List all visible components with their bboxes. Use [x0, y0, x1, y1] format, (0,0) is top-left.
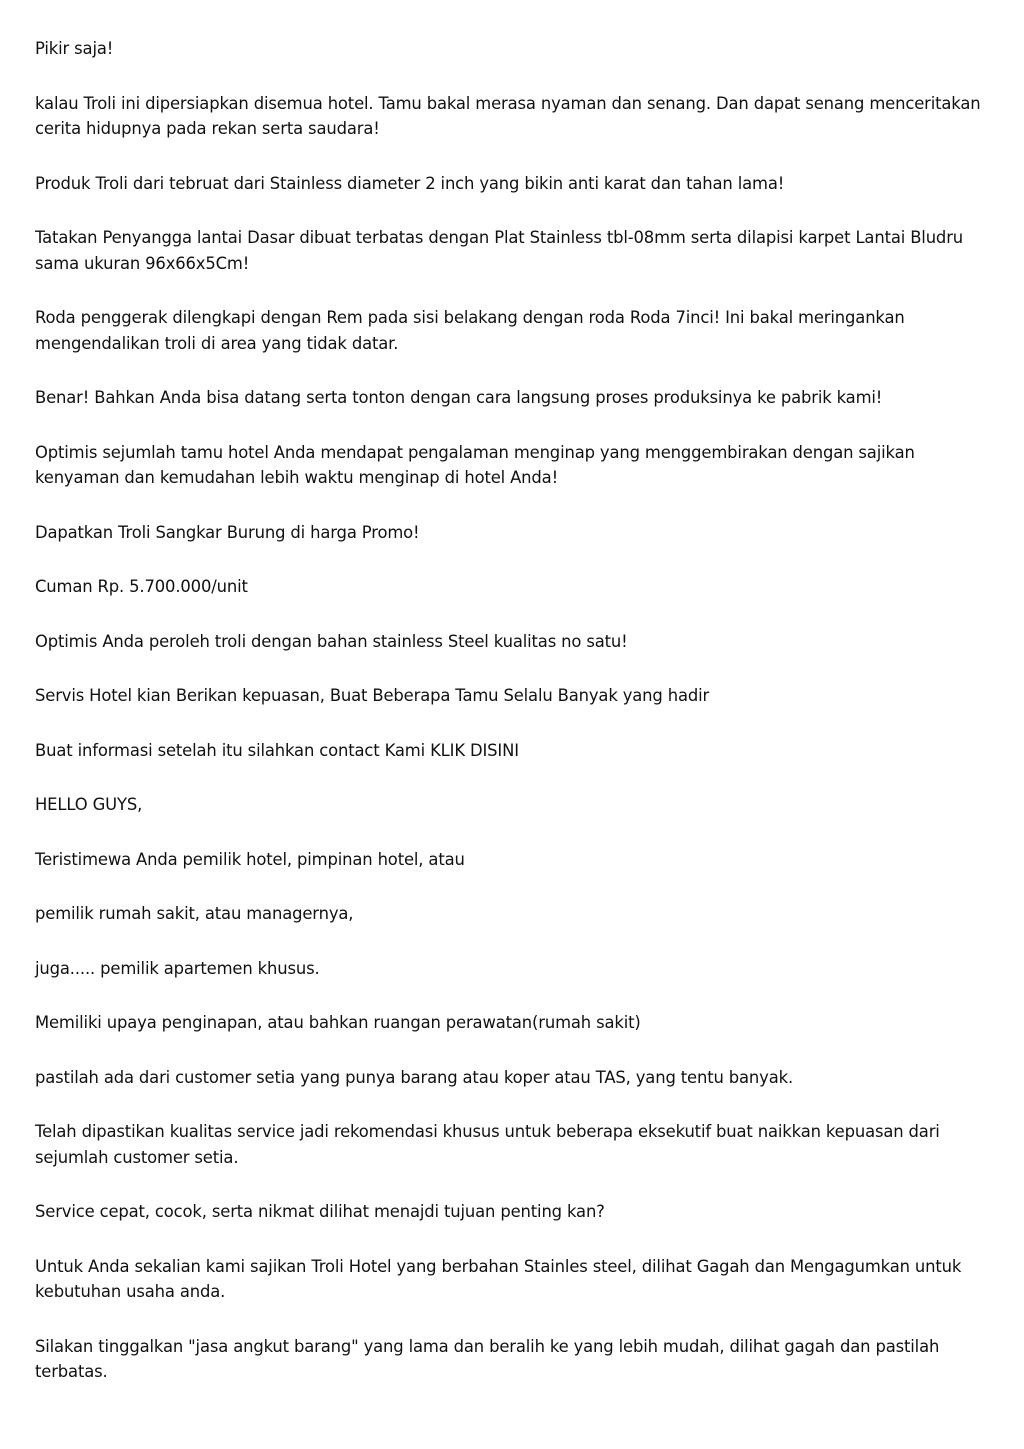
paragraph: Dapatkan Troli Sangkar Burung di harga Promo! [35, 522, 420, 542]
paragraph: Benar! Bahkan Anda bisa datang serta tonton dengan cara langsung proses produksinya ke pabrik kami! [35, 388, 883, 407]
paragraph: Untuk Anda sekalian kami sajikan Troli Hotel yang berbahan Stainles steel, dilihat Gagah dan Mengagumkan untuk kebutuhan usaha anda. [35, 1256, 962, 1301]
paragraph: Memiliki upaya penginapan, atau bahkan ruangan perawatan(rumah sakit) [35, 1013, 641, 1032]
price-paragraph: Cuman Rp. 5.700.000/unit [35, 577, 248, 596]
paragraph: Tatakan Penyangga lantai Dasar dibuat terbatas dengan Plat Stainless tbl-08mm serta dilapisi karpet Lantai Bludru sama ukuran 96x66x5Cm! [35, 228, 964, 273]
paragraph: Pikir saja! [35, 39, 114, 58]
paragraph: pastilah ada dari customer setia yang punya barang atau koper atau TAS, yang tentu banyak. [35, 1067, 794, 1087]
paragraph: kalau Troli ini dipersiapkan disemua hotel. Tamu bakal merasa nyaman dan senang. Dan dapat senang menceritakan cerita hidupnya pada rekan serta saudara! [35, 93, 981, 138]
paragraph: Produk Troli dari tebruat dari Stainless diameter 2 inch yang bikin anti karat dan tahan lama! [35, 173, 785, 193]
paragraph: Service cepat, cocok, serta nikmat dilihat menajdi tujuan penting kan? [35, 1202, 605, 1221]
paragraph: Optimis Anda peroleh troli dengan bahan stainless Steel kualitas no satu! [35, 631, 628, 651]
paragraph: juga..... pemilik apartemen khusus. [35, 958, 320, 978]
contact-paragraph: Buat informasi setelah itu silahkan contact Kami KLIK DISINI [35, 740, 519, 760]
paragraph: Roda penggerak dilengkapi dengan Rem pada sisi belakang dengan roda Roda 7inci! Ini bakal meringankan mengendalikan troli di area yang tidak datar. [35, 308, 905, 353]
paragraph: Telah dipastikan kualitas service jadi rekomendasi khusus untuk beberapa eksekutif buat naikkan kepuasan dari sejumlah customer setia. [35, 1122, 940, 1167]
paragraph: Servis Hotel kian Berikan kepuasan, Buat Beberapa Tamu Selalu Banyak yang hadir [35, 686, 710, 705]
paragraph: Silakan tinggalkan "jasa angkut barang" yang lama dan beralih ke yang lebih mudah, dilihat gagah dan pastilah terbatas. [35, 1336, 940, 1381]
paragraph: pemilik rumah sakit, atau managernya, [35, 904, 354, 923]
paragraph: Optimis sejumlah tamu hotel Anda mendapat pengalaman menginap yang menggembirakan dengan sajikan kenyaman dan kemudahan lebih waktu menginap di hotel Anda! [35, 442, 915, 487]
paragraph: Teristimewa Anda pemilik hotel, pimpinan hotel, atau [35, 849, 465, 869]
document-body [35, 36, 995, 1414]
greeting-paragraph: HELLO GUYS, [35, 795, 143, 814]
